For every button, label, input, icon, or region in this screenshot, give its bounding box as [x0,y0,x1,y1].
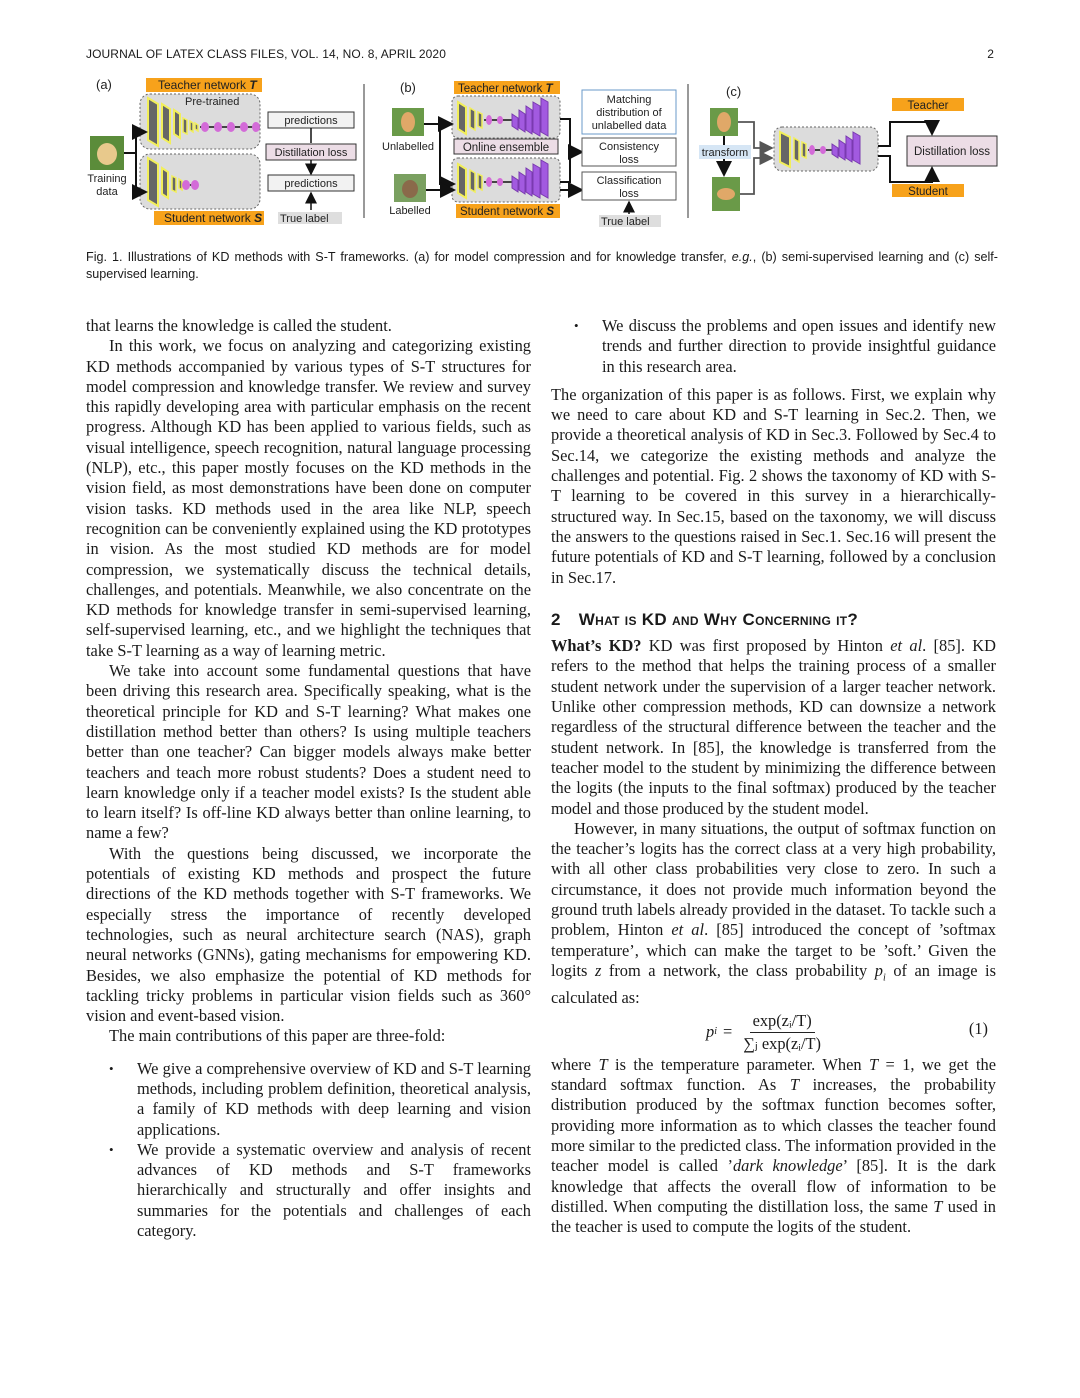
predictions-label: predictions [284,115,338,127]
run-in-heading: What’s KD? [551,636,642,656]
matching-label-2: distribution of [596,107,662,119]
student-label-c: Student [908,186,948,198]
caption-eg: e.g. [731,250,753,264]
contributions-list [86,1059,531,1242]
teacher-title-b: Teacher network T [458,83,553,95]
training-label-2: data [96,186,118,198]
pretrained-label: Pre-trained [185,96,240,108]
text: ’ [85]. It is the dark knowledge that affects the overall flow of information to be distilled. When computing the distillation loss, the same [551,1156,997,1216]
list-item: • We provide a systematic overview and analysis of recent advances of KD methods and S-T frameworks hierarchically and structurally and offer insights and summaries for the potentials and challenges of each category. [86,1140,531,1241]
et-al: et al [671,920,705,940]
list-item: • We discuss the problems and open issues and identify new trends and further direction to provide insightful guidance in this research area. [551,316,996,377]
figure-1 [82,72,1002,232]
journal-title: JOURNAL OF LATEX CLASS FILES, VOL. 14, NO. 8, APRIL 2020 [86,47,446,61]
paragraph: With the questions being discussed, we incorporate the potentials of existing KD methods and prospect the future directions of the KD methods together with S-T frameworks. We especially stress the importance of recently developed technologies, such as neural architecture search (NAS), graph neural networks (GNNs), gating mechanisms for empowering KD. Besides, we also emphasize the potential of KD methods for tackling tricky problems in particular vision fields such as 360° vision and event-based vision. [86,843,531,1026]
online-ensemble-label: Online ensemble [462,142,550,154]
dark-knowledge-term: dark knowledge [732,1156,843,1176]
numerator: exp(zᵢ/T) [750,1011,815,1033]
classification-label-2: loss [619,188,639,200]
math-T: T [868,1054,879,1074]
math-T: T [789,1075,799,1095]
contributions-list-cont [551,316,996,377]
caption-text: Fig. 1. Illustrations of KD methods with S-T frameworks. (a) for model compression and for knowledge transfer, [86,250,727,264]
true-label-b: True label [601,216,650,228]
equation-number: (1) [968,1018,988,1038]
student-title-b: Student network S [460,206,554,218]
text: increases, the probability distribution produced by the softmax function becomes softer, providing more information as to which classes the teacher found more similar to the predicted class. The information provided in the teacher model is called ’ [551,1075,996,1176]
classification-label-1: Classification [596,175,662,187]
paragraph: In this work, we focus on analyzing and categorizing existing KD methods accompanied by various types of S-T structures for model compression and knowledge transfer. We review and survey this rapidly developing area with particular emphasis on the recent progress. Although KD has been applied to various fields, such as visual intelligence, speech recognition, natural language processing (NLP), etc., this paper mostly focuses on the KD methods in the vision field, as most demonstrations have been done on computer vision tasks. KD methods used in the area like NLP, speech recognition can be conveniently explained using the KD prototypes in vision. As the most studied KD methods are for model compression, we systematically discuss the technical details, challenges, and potentials. Meanwhile, we also concentrate on the KD methods for knowledge transfer in semi-supervised learning, self-supervised learning, etc., and we highlight the techniques that take S-T learning as a way of learning metric. [86,336,531,660]
predictions-label: predictions [284,178,338,190]
panel-b [382,80,688,228]
student-title: Student network S [164,211,263,225]
math-pi: $p_i$ [874,960,886,984]
text: is the temperature parameter. When [615,1054,862,1074]
consistency-label-2: loss [619,154,639,166]
matching-label-3: unlabelled data [591,120,667,132]
right-column [551,316,996,1237]
distillation-loss-label-c: Distillation loss [913,146,991,158]
equation-1 [551,1009,996,1055]
unlabelled-label: Unlabelled [382,141,434,153]
caption-text-end: , (b) semi-supervised learning and (c) self-supervised learning. [86,250,998,281]
distillation-loss-label: Distillation loss [274,147,348,159]
panel-c [699,84,997,211]
training-label-1: Training [87,173,127,185]
et-al: et al [890,636,923,656]
teacher-title: Teacher network T [158,78,257,92]
true-label: True label [280,213,329,225]
text: from a network, the class probability [608,960,868,980]
panel-b-label: (b) [400,80,416,95]
list-item: • We give a comprehensive overview of KD and S-T learning methods, including problem definition, theoretical analysis, a family of KD methods with deep learning and vision applications. [86,1059,531,1140]
math-T: T [933,1196,943,1216]
text: However, in many situations, the output of softmax function on the teacher’s logits has the correct class at a very high probability, with all other class probabilities very close to zero. In such a circumstance, it does not provide much information beyond the ground truth labels already provided in the dataset. To tackle such a problem, Hinton [551,818,996,940]
text: = 1, we get the standard softmax function. As [551,1054,996,1095]
paragraph [551,819,996,1009]
denominator: ∑ⱼ exp(zᵢ/T) [743,1034,821,1054]
figure-caption [86,249,998,283]
matching-label-1: Matching [606,94,652,106]
section-number: 2 [551,609,561,629]
transform-label: transform [701,147,749,159]
consistency-label-1: Consistency [599,141,659,153]
paragraph [551,636,996,819]
labelled-label: Labelled [389,205,431,217]
running-header [86,47,994,61]
math-z: z [594,960,602,980]
left-column [86,316,531,1241]
page-number: 2 [987,47,994,61]
softmax-formula: p i = $\frac{\text{exp(zᵢ/T)}}{\text{∑ⱼ exp(zᵢ/T)}}$ [706,1011,824,1055]
section-title: What is KD and Why Concerning it? [578,609,859,629]
text: of an image is calculated as: [551,960,996,1008]
text: . [85] introduced the concept of ’softmax temperature’, which can make the target to be ’soft.’ Given the logits [551,920,996,980]
panel-a-label: (a) [96,77,112,92]
panel-a [87,77,364,225]
teacher-label-c: Teacher [907,100,949,112]
text: . [85]. KD refers to the method that helps the training process of a smaller student network under the supervision of a larger teacher network. Unlike other compression methods, KD can downsize a network regardless of the structural difference between the teacher and the student network. In [85], the knowledge is transferred from the teacher model to the student by minimizing the difference between the logits (the inputs to the final softmax) produced by the teacher model and those produced by the student model. [551,636,996,818]
text: KD was first proposed by Hinton [648,636,883,656]
panel-c-label: (c) [726,84,742,99]
math-T: T [598,1054,608,1074]
paragraph: We take into account some fundamental questions that have been driving this research area. Specifically speaking, what is the theoretical principle for KD and S-T learning? What makes one distillation method better than others? Is using multiple teachers better than one teacher? Can bigger models always make better teachers and teach more robust students? Does a student need to learn knowledge only if a teacher model exists? Is the student able to learn itself? Is off-line KD always better than online learning, to name a few? [86,661,531,843]
paragraph: that learns the knowledge is called the student. [86,316,392,335]
paragraph: The main contributions of this paper are three-fold: [109,1026,446,1046]
paragraph [551,1055,996,1238]
text: where [551,1054,592,1074]
paragraph: The organization of this paper is as follows. First, we explain why we need to care about KD and S-T learning in Sec.2. Then, we provide a theoretical analysis of KD in Sec.3. Followed by Sec.4 to Sec.14, we categorize the existing methods and analyze the challenges and potential. Fig. 2 shows the taxonomy of KD with S-T learning to be covered in this survey in a hierarchically-structured way. In Sec.15, based on the taxonomy, we will discuss the answers to the questions raised in Sec.1. Sec.16 will present the future potentials of KD and S-T learning, followed by a conclusion in Sec.17. [551,384,996,587]
text: used in the teacher is used to compute the logits of the student. [551,1196,996,1237]
section-heading [551,610,996,630]
